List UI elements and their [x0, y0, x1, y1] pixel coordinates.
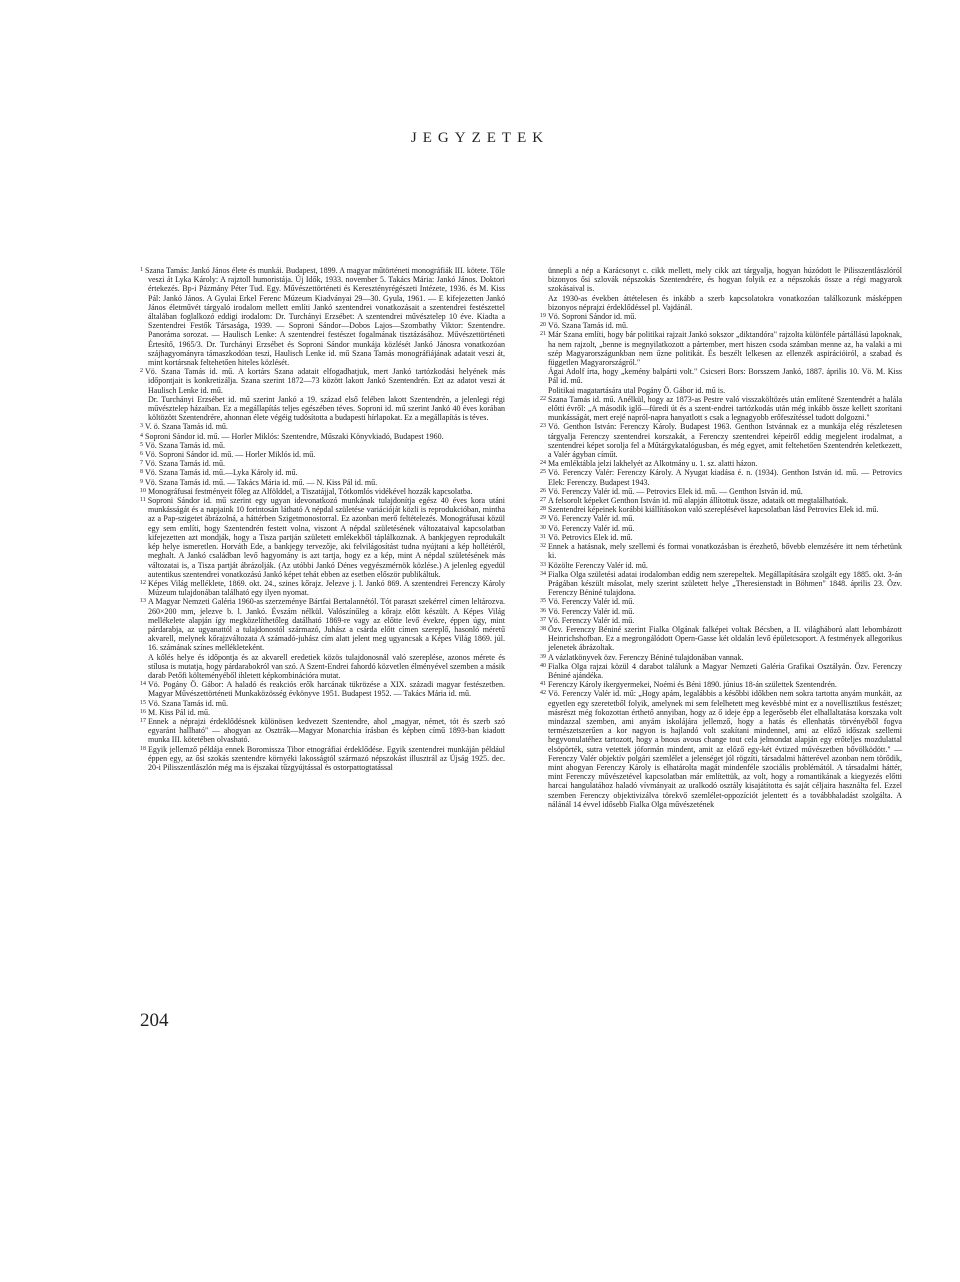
footnote-number: 27 — [540, 497, 546, 504]
footnote-number: 18 — [140, 745, 146, 752]
footnote-text: Szentendrei képeinek korábbi kiállításokon való szereplésével kapcsolatban lásd Petrovics Elek id. mű. — [548, 505, 879, 515]
footnote — [140, 653, 505, 681]
notes-column-right — [540, 266, 902, 809]
footnote-number: 25 — [540, 469, 546, 476]
footnote — [540, 653, 902, 662]
footnote-text: A vázlatkönyvek özv. Ferenczy Béniné tulajdonában vannak. — [548, 652, 744, 662]
footnote-number: 34 — [540, 570, 546, 577]
footnote-text: Vö. Szana Tamás id. mű.—Lyka Károly id. mű. — [145, 468, 298, 478]
footnote-text: Soproni Sándor id. mű szerint egy ugyan idevonatkozó munkának tulajdonítja egész 40 éves kora utáni munkásságát és a napjaink 10 forintosán látható A népdal születése variációját közli is reprodukcióban, mintha az a Pap-szigetet ábrázolná, a háttérben Szigetmonostorral. Ez azonban merő feltételezés. Monográfusai közül egy sem említi, hogy Szentendrén festett volna, viszont A népdal születésének változataival kapcsolatban kifejezetten azt mondják, hogy a Tisza partján született emlékekből táplálkoznak. A bankjegyen reprodukált kép helye ismeretlen. Horváth Ede, a bankjegy tervezője, aki felvilágosítást tudna nyújtani a kép hollétéről, meghalt. A Jankó családban levő hagyomány is azt tartja, hogy ez a kép, mint A népdal születésének más változatai is, a Tisza partját ábrázolják. (Az utóbbi Jankó Dénes vegyészmérnök közlése.) A jelenleg egyedül autentikus szentendrei vonatkozású Jankó képet tehát ebben az esetben először publikáltuk. — [147, 496, 505, 579]
footnote — [140, 450, 505, 459]
footnote-text: Vö. Ferenczy Valér id. mű: „Hogy apám, legalábbis a későbbi időkben nem sokra tartotta anyám munkáit, az egyetlen egy szeretetből folyik, amelynek mi sem felelhetett meg kevésbbé mint ez a novellisztikus festészet; másrészt még fokozottan érthető annyiban, hogy az ő ideje épp a legerősebb élet elhallaltatása korszaka volt mindazzal szemben, ami anyám iskolájára jellemző, hogy a hatás és ellenhatás törvényéből fogva természetszerűen a kor nagyon is hajlandó volt szakítani mindennel, ami az előző időszak szellemi hegyvonulatéhez tartozott, hogy a bnous avous change tout cela jelmondat alapján egy erőteljes mozdulattal elsöpörték, sutra vetettek jóformán mindent, amit az előző egy-két évtized művészetben bővölködött." — Ferenczy Valér objektív polgári szemlélet a jelenséget jól rögzíti, társadalmi hátterével azonban nem törődik, mint ahogyan Ferenczy Károly is elhatárolta magát mindenféle szociális problémától. A társadalmi háttér, mint Ferenczy művészetével kapcsolatban már említettük, az volt, hogy a romantikának a kiegyezés előtti harcai hangulatához haladó vívmányait az uralkodó osztály kisajátította és saját céljaira használta fel. Ezzel szemben Ferenczy objektivizálva törekvő szemlélet-oppozíciót jelentett és a továbbhaladást szolgálta. A nálánál 14 évvel idősebb Fialka Olga művészetének — [548, 689, 902, 809]
footnote-text: ünnepli a nép a Karácsonyt c. cikk mellett, mely cikk azt tárgyalja, hogyan húzódott le Pilisszentlászlóról bizonyos ősi szlovák népszokás Szentendrére, és hogyan folyik ez a népszokás össze a régi magyarok szokásaival is. — [548, 266, 902, 294]
footnote-text: Vö. Ferenczy Valér id. mű. — [548, 523, 635, 533]
footnote-number: 1 — [140, 267, 143, 273]
footnote-text: Már Szana említi, hogy bár politikai rajzait Jankó sokszor „diktandóra" rajzolta különféle pártállású lapoknak, ha nem rajzolt, „benne is megnyilatkozott a pártember, mert hiszen csoda számban menne az, ha valaki a mi szép Magyarországunkban nem űzne politikát. És beszélt lelkesen az ellenzék aspirációiról, a szabad és független Magyarországról." — [548, 330, 902, 368]
footnote — [540, 330, 902, 367]
footnote-number: 40 — [540, 662, 546, 669]
footnote — [140, 699, 505, 708]
footnote-text: Vö. Genthon István: Ferenczy Károly. Budapest 1963. Genthon Istvánnak ez a munkája elég részletesen tárgyalja Ferenczy szentendrei korszakát, a Ferenczy szentendrei képeiről eddig megjelent irodalmat, a szentendrei képet sorolja fel a Műtárgykatalógusban, és még egyet, amit feltehetően Szentendrén keletkezett, a Valér ágyban címűt. — [548, 422, 902, 460]
footnote — [140, 680, 505, 698]
footnote — [540, 625, 902, 653]
footnote-number: 5 — [140, 441, 143, 448]
footnote — [540, 689, 902, 809]
footnote-number: 31 — [540, 533, 546, 540]
footnote — [540, 616, 902, 625]
footnote-number: 38 — [540, 625, 546, 632]
footnote — [540, 505, 902, 514]
footnote — [140, 478, 505, 487]
footnote — [540, 459, 902, 468]
page-title: JEGYZETEK — [410, 130, 550, 146]
footnote — [140, 745, 505, 773]
footnote-text: Ma emléktábla jelzi lakhelyét az Alkotmány u. 1. sz. alatti házon. — [548, 459, 758, 469]
footnote — [540, 607, 902, 616]
footnote-number: 11 — [140, 497, 146, 504]
footnote-number: 42 — [540, 690, 546, 697]
footnote-text: Képes Világ melléklete, 1869. okt. 24., szines kőrajz. Jelezve j. l. Jankó 869. A szentendrei Ferenczy Károly Múzeum tulajdonában található egy ilyen nyomat. — [148, 578, 505, 598]
footnote-number: 2 — [140, 368, 143, 375]
footnote — [540, 487, 902, 496]
footnote — [140, 468, 505, 477]
footnote-text: Soproni Sándor id. mű. — Horler Miklós: Szentendre, Műszaki Könyvkiadó, Budapest 1960. — [145, 431, 444, 441]
footnote-number: 21 — [540, 331, 546, 338]
footnote-number: 9 — [140, 478, 143, 485]
footnote-text: Vö. Ferenczy Valér id. mű. — Petrovics Elek id. mű. — Genthon István id. mű. — [548, 486, 803, 496]
footnote-number: 24 — [540, 460, 546, 467]
footnote-text: A kőlés helye és időpontja és az akvarell eredetiek közös tulajdonosnál való szereplése, azonos mérete és stílusa is mutatja, hogy párdarabokról van szó. A Szent-Endrei fahordó közvetlen élményével szemben a másik darab Petőfi költeményéből ihletett képkombinációra mutat. — [148, 652, 505, 680]
footnote-number: 30 — [540, 524, 546, 531]
footnote — [140, 395, 505, 423]
footnote-number: 4 — [140, 432, 143, 439]
footnote-text: Vö. Szana Tamás id. mű. — [148, 698, 228, 708]
footnote-text: Dr. Turchányi Erzsébet id. mű szerint Jankó a 19. század első felében lakott Szentendrén, a jelenlegi régi művésztelep házaiban. Ez a megállapítás teljes egészében téves. Soproni id. mű szerint Jankó 40 éves korában költözött Szentendrére, ahonnan élete végéig tudósította a budapesti hírlapokat. Ez a megállapítás is téves. — [148, 394, 505, 423]
footnote — [140, 717, 505, 745]
footnote-number: 20 — [540, 322, 546, 329]
footnote-number: 22 — [540, 395, 546, 402]
footnote-number: 12 — [140, 579, 146, 586]
footnote — [140, 708, 505, 717]
footnote-number: 3 — [140, 423, 143, 430]
footnote-text: Vö. Szana Tamás id. mű. — Takács Mária id. mű. — N. Kiss Pál id. mű. — [145, 477, 378, 487]
footnote-number: 29 — [540, 515, 546, 522]
footnote — [140, 432, 505, 441]
footnote — [540, 422, 902, 459]
footnote-text: Ennek a néprajzi érdeklődésnek különösen kedvezett Szentendre, ahol „magyar, német, tót és szerb szó egyaránt hallható" — ahogyan az Osztrák—Magyar Monarchia írásban és képben című 1893-ban kiadott munka III. kötetében olvasható. — [148, 716, 505, 745]
footnote — [540, 321, 902, 330]
footnote — [540, 680, 902, 689]
footnote-number: 35 — [540, 598, 546, 605]
footnote-text: Fialka Olga születési adatai irodalomban eddig nem szerepeltek. Megállapítására szolgált egy 1885. okt. 3-án Prágában készült másolat, mely szerint született helye „Theresienstadt in Böhmen" 1848. április 23. Özv. Ferenczy Béniné tulajdona. — [548, 569, 902, 598]
footnote-number: 39 — [540, 653, 546, 660]
footnote — [540, 514, 902, 523]
footnote-number: 8 — [140, 469, 143, 476]
footnote-text: Vö. Ferenczy Valér id. mű. — [548, 606, 635, 616]
footnote-text: Szana Tamás id. mű. Anélkül, hogy az 1873-as Pestre való visszaköltözés után említené Szentendrét a halála előtti évről: „A második iglő—füredi út és a szent-endrei tartózkodás után még inkább össze kellett szorítani munkásságát, mert erejé napról-napra hanyatlott s csak a legnagyobb erőfeszítéssel tudott dolgozni." — [548, 394, 902, 423]
footnote — [140, 459, 505, 468]
footnote — [540, 386, 902, 395]
footnote-text: Az 1930-as években áttételesen és inkább a szerb kapcsolatokra vonatkozóan találkozunk másképpen bizonyos néprajzi érdeklődéssel pl. Vajdánál. — [548, 293, 902, 312]
footnote-number: 17 — [140, 717, 146, 724]
footnote-text: Fialka Olga rajzai közül 4 darabot találunk a Magyar Nemzeti Galéria Grafikai Osztályán. Özv. Ferenczy Béniné ajándéka. — [548, 661, 902, 680]
footnote-text: A Magyar Nemzeti Galéria 1960-as szerzeménye Bártfai Bertalannétól. Tót paraszt szekérrel címen leltározva. 260×200 mm, jelezve b. l. Jankó. Évszám nélkül. Valószínűleg a kőrajz előtt készült. A Képes Világ mellékelete alapján így megközelíthetőleg datálható 1869-re vagy az előtte levő évekre, éppen úgy, mint párdarabja, az ugyanattól a tulajdonostól származó, Juhász a csárda előtt címen szereplő, hasonló méretű akvarell, melynek kőrajzváltozata A számadó-juhász cím alatt jelent meg ugyancsak a Képes Világ 1869. júl. 16. számának színes mellékleteként. — [148, 597, 505, 653]
page-number: 204 — [140, 1010, 169, 1031]
footnote-number: 14 — [140, 681, 146, 688]
footnote — [540, 367, 902, 385]
footnote-text: M. Kiss Pál id. mű. — [148, 707, 211, 717]
footnote-text: Ágai Adolf írta, hogy „kemény balpárti volt." Csicseri Bors: Borsszem Jankó, 1887. április 10. Vö. M. Kiss Pál id. mű. — [548, 367, 902, 386]
footnote-text: Vö. Szana Tamás id. mű. A kortárs Szana adatait elfogadhatjuk, mert Jankó tartózkodási helyének más időpontjait is konkretizálja. Szana szerint 1872—73 között lakott Jankó Szentendrén. Ezt az adatot veszi át Haulisch Lenke id. mű. — [145, 367, 505, 395]
footnote-text: Vö. Ferenczy Valér: Ferenczy Károly. A Nyugat kiadása é. n. (1934). Genthon István id. mű. — Petrovics Elek: Ferenczy. Budapest 1943. — [548, 468, 902, 487]
footnote-number: 33 — [540, 561, 546, 568]
footnote-number: 23 — [540, 423, 546, 430]
footnote — [540, 266, 902, 294]
footnote-number: 15 — [140, 699, 146, 706]
footnote-number: 6 — [140, 451, 143, 458]
footnote-number: 41 — [540, 681, 546, 688]
footnote-text: Közölte Ferenczy Valér id. mű. — [548, 560, 648, 570]
footnote — [540, 662, 902, 680]
footnote-number: 26 — [540, 487, 546, 494]
footnote-number: 32 — [540, 543, 546, 550]
footnote-number: 19 — [540, 313, 546, 320]
footnote — [140, 422, 505, 431]
footnote — [540, 468, 902, 486]
footnote — [140, 496, 505, 579]
footnote — [540, 542, 902, 560]
footnote-number: 36 — [540, 607, 546, 614]
footnote-number: 13 — [140, 598, 146, 605]
footnote-number: 37 — [540, 616, 546, 623]
footnote — [540, 524, 902, 533]
footnote — [540, 561, 902, 570]
footnote — [140, 441, 505, 450]
footnote-text: Vö. Ferenczy Valér id. mű. — [548, 514, 635, 524]
footnote-number: 7 — [140, 460, 143, 467]
footnote-text: Monográfusai festményeit főleg az Alfölddel, a Tiszatájjal, Tótkomlós vidékével hozzák kapcsolatba. — [148, 486, 473, 496]
footnote-text: Vö. Szana Tamás id. mű. — [145, 459, 225, 469]
footnote — [540, 533, 902, 542]
footnote-text: V. ö. Szana Tamás id. mű. — [145, 422, 228, 432]
footnote — [140, 266, 505, 367]
notes-column-left — [140, 266, 505, 772]
footnote-text: Vö. Pogány Ö. Gábor: A haladó és reakciós erők harcának tükrözése a XIX. századi magyar festészetben. Magyar Művészettörténeti Munkaközösség évkönyve 1951. Budapest 1952. — Takács Mária id. mű. — [148, 680, 505, 699]
footnote — [540, 570, 902, 598]
footnote-text: Egyik jellemző példája ennek Boromissza Tibor etnográfiai érdeklődése. Egyik szentendrei munkáján például éppen egy, az ősi szokás szentendre környéki lakosságtól származó népszokást illusztrál az Újság 1925. dec. 20-i Pilisszentlászlón még ma is éjszakai tűzgyújtással és ostorpattogtatással — [148, 744, 505, 772]
footnote-text: Ennek a hatásnak, mely szellemi és formai vonatkozásban is érezhető, bővebb elemzésére itt nem térhetünk ki. — [548, 542, 902, 561]
footnote-text: Özv. Ferenczy Béniné szerint Fialka Olgának falképei voltak Bécsben, a II. világháború alatt lebombázott Heinrichshofban. Ez a megrongálódott Opern-Gasse két oldalán levő épületcsoport. A festmények allegorikus jelenetek ábrázoltak. — [548, 624, 902, 653]
footnote — [140, 367, 505, 395]
footnote — [540, 395, 902, 423]
footnote-number: 28 — [540, 506, 546, 513]
footnote-text: Vö. Szana Tamás id. mű. — [145, 440, 225, 450]
footnote — [540, 312, 902, 321]
footnote-number: 16 — [140, 708, 146, 715]
footnote-text: Ferenczy Károly ikergyermekei, Noémi és Béni 1890. június 18-án születtek Szentendrén. — [548, 680, 837, 690]
footnote — [540, 597, 902, 606]
footnote — [140, 597, 505, 652]
footnote-text: Szana Tamás: Jankó János élete és munkái. Budapest, 1899. A magyar műtörténeti monográfiák III. kötete. Tőle veszi át Lyka Károly: A rajztoll humoristája. Új Idők, 1933. november 5. Takács Mária: Jankó János. Doktori értekezés. Bp-i Pázmány Péter Tud. Egy. Művészettörténeti és Keresztényrégészeti Intézete, 1936. és M. Kiss Pál: Jankó János. A Gyulai Erkel Ferenc Múzeum Kiadványai 29—30. Gyula, 1961. — E kifejezetten Jankó János életművét tárgyaló irodalom mellett említi Jankó szentendrei vonatkozásait a szentendrei festészettel általában foglalkozó eddigi irodalom: Dr. Turchányi Erzsébet: A szentendrei művésztelep 10 éve. Kiadta a Szentendrei Festők Társasága, 1939. — Soproni Sándor—Dobos Lajos—Szombathy Viktor: Szentendre. Panoráma sorozat. — Haulisch Lenke: A szentendrei festészet fogalmának tisztázásához. Művészettörténeti Értesítő, 1965/3. Dr. Turchányi Erzsébet és Soproni Sándor munkája közlését Jankó Jánosra vonatkozóan szájhagyományra támaszkodóan teszi, Haulisch Lenke id. mű Szana Tamás monográfiájának adatait veszi át, mint kortársnak feltehetően hiteles közlését. — [145, 266, 505, 368]
footnote-text: Vö. Szana Tamás id. mű. — [548, 321, 628, 331]
footnote-text: Vö. Ferenczy Valér id. mű. — [548, 597, 635, 607]
footnote — [140, 487, 505, 496]
footnote — [140, 579, 505, 597]
footnote-text: Vö. Petrovics Elek id. mű. — [548, 532, 633, 542]
footnote-text: Vö. Ferenczy Valér id. mű. — [548, 615, 635, 625]
footnote — [540, 294, 902, 312]
footnote-text: A felsorolt képeket Genthon István id. mű alapján állítottuk össze, adataik ott megtalálhatóak. — [548, 496, 849, 506]
footnote-number: 10 — [140, 487, 146, 494]
footnote — [540, 496, 902, 505]
footnote-text: Vö. Soproni Sándor id. mű. — Horler Miklós id. mű. — [145, 450, 316, 460]
footnote-text: Politikai magatartására utal Pogány Ö. Gábor id. mű is. — [548, 385, 726, 395]
footnote-text: Vö. Soproni Sándor id. mű. — [548, 312, 637, 322]
